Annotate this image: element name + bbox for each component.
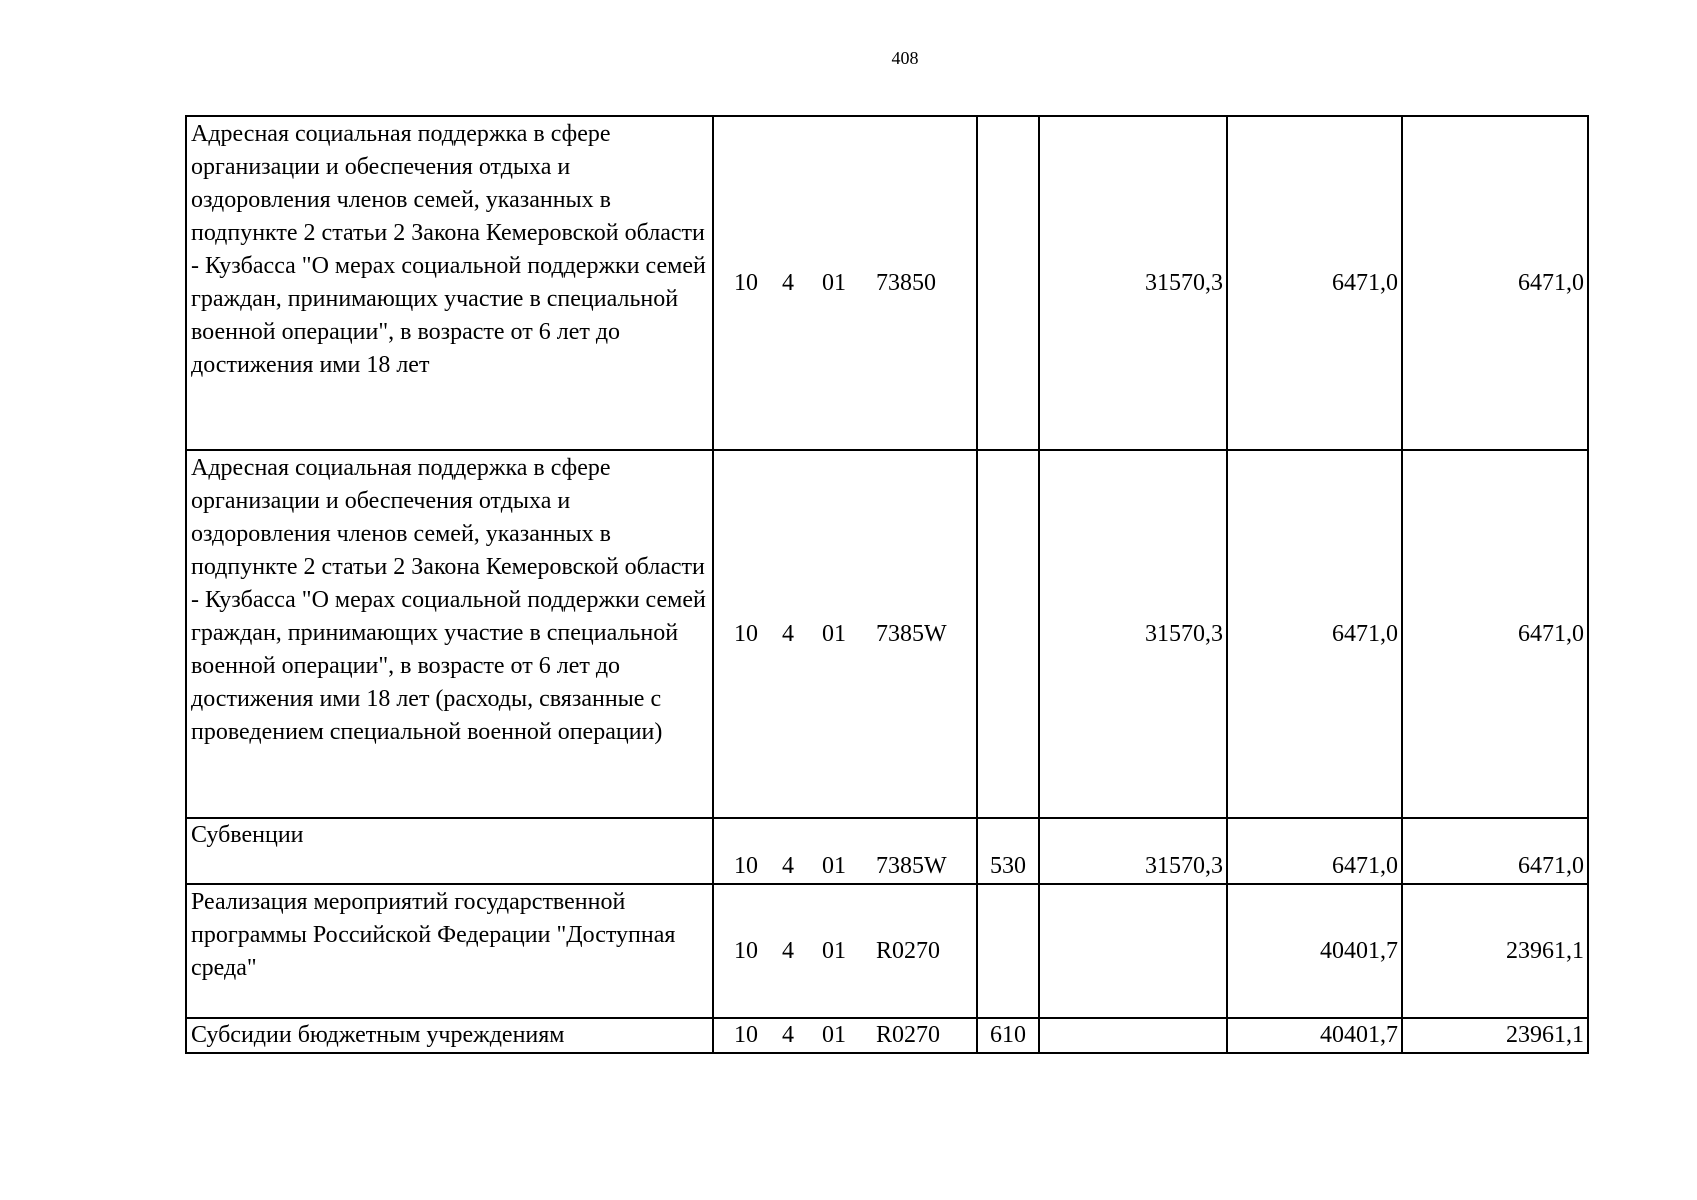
amount-year2: 6471,0 [1227, 818, 1402, 884]
subsection-code: 4 [782, 269, 794, 296]
subsection-code: 4 [782, 620, 794, 647]
table-row [186, 116, 1588, 450]
amount-year1: 31570,3 [1039, 116, 1227, 450]
expense-type-code: 610 [977, 1018, 1039, 1053]
row-name: Адресная социальная поддержка в сфере организации и обеспечения отдыха и оздоровления членов семей, указанных в подпункте 2 статьи 2 Закона Кемеровской области - Кузбасса "О мерах социальной поддержки семей граждан, принимающих участие в специальной военной операции", в возрасте от 6 лет до достижения ими 18 лет [186, 116, 713, 450]
budget-table [185, 115, 1589, 1054]
amount-year3: 6471,0 [1402, 116, 1588, 450]
article-code: R0270 [876, 1022, 941, 1048]
amount-year3: 6471,0 [1402, 818, 1588, 884]
article-code: 7385W [876, 620, 947, 647]
program-code: 01 [822, 1022, 846, 1048]
article-code: 7385W [876, 852, 947, 879]
subsection-code: 4 [782, 1022, 794, 1048]
table-row [186, 450, 1588, 818]
section-code: 10 [734, 1022, 758, 1048]
section-code: 10 [734, 852, 758, 879]
subsection-code: 4 [782, 852, 794, 879]
amount-year2: 40401,7 [1227, 1018, 1402, 1053]
table-row [186, 1018, 1588, 1053]
program-code: 01 [822, 269, 846, 296]
expense-type-code [977, 884, 1039, 1018]
amount-year2: 6471,0 [1227, 450, 1402, 818]
row-name: Реализация мероприятий государственной программы Российской Федерации "Доступная среда" [186, 884, 713, 1018]
amount-year3: 23961,1 [1402, 1018, 1588, 1053]
row-codes [713, 818, 977, 884]
section-code: 10 [734, 620, 758, 647]
table-row [186, 818, 1588, 884]
amount-year1: 31570,3 [1039, 818, 1227, 884]
amount-year3: 23961,1 [1402, 884, 1588, 1018]
row-codes [713, 450, 977, 818]
program-code: 01 [822, 852, 846, 879]
program-code: 01 [822, 937, 846, 964]
row-codes [713, 116, 977, 450]
row-name: Субсидии бюджетным учреждениям [186, 1018, 713, 1053]
amount-year1 [1039, 884, 1227, 1018]
expense-type-code [977, 450, 1039, 818]
article-code: 73850 [876, 269, 936, 296]
page-number: 408 [891, 48, 919, 68]
expense-type-code [977, 116, 1039, 450]
row-name: Субвенции [186, 818, 713, 884]
section-code: 10 [734, 269, 758, 296]
amount-year1: 31570,3 [1039, 450, 1227, 818]
row-name: Адресная социальная поддержка в сфере организации и обеспечения отдыха и оздоровления членов семей, указанных в подпункте 2 статьи 2 Закона Кемеровской области - Кузбасса "О мерах социальной поддержки семей граждан, принимающих участие в специальной военной операции", в возрасте от 6 лет до достижения ими 18 лет (расходы, связанные с проведением специальной военной операции) [186, 450, 713, 818]
row-codes [713, 884, 977, 1018]
amount-year1 [1039, 1018, 1227, 1053]
expense-type-code: 530 [977, 818, 1039, 884]
table-row [186, 884, 1588, 1018]
amount-year2: 6471,0 [1227, 116, 1402, 450]
amount-year3: 6471,0 [1402, 450, 1588, 818]
amount-year2: 40401,7 [1227, 884, 1402, 1018]
subsection-code: 4 [782, 937, 794, 964]
section-code: 10 [734, 937, 758, 964]
program-code: 01 [822, 620, 846, 647]
row-codes [713, 1018, 977, 1053]
article-code: R0270 [876, 937, 941, 964]
